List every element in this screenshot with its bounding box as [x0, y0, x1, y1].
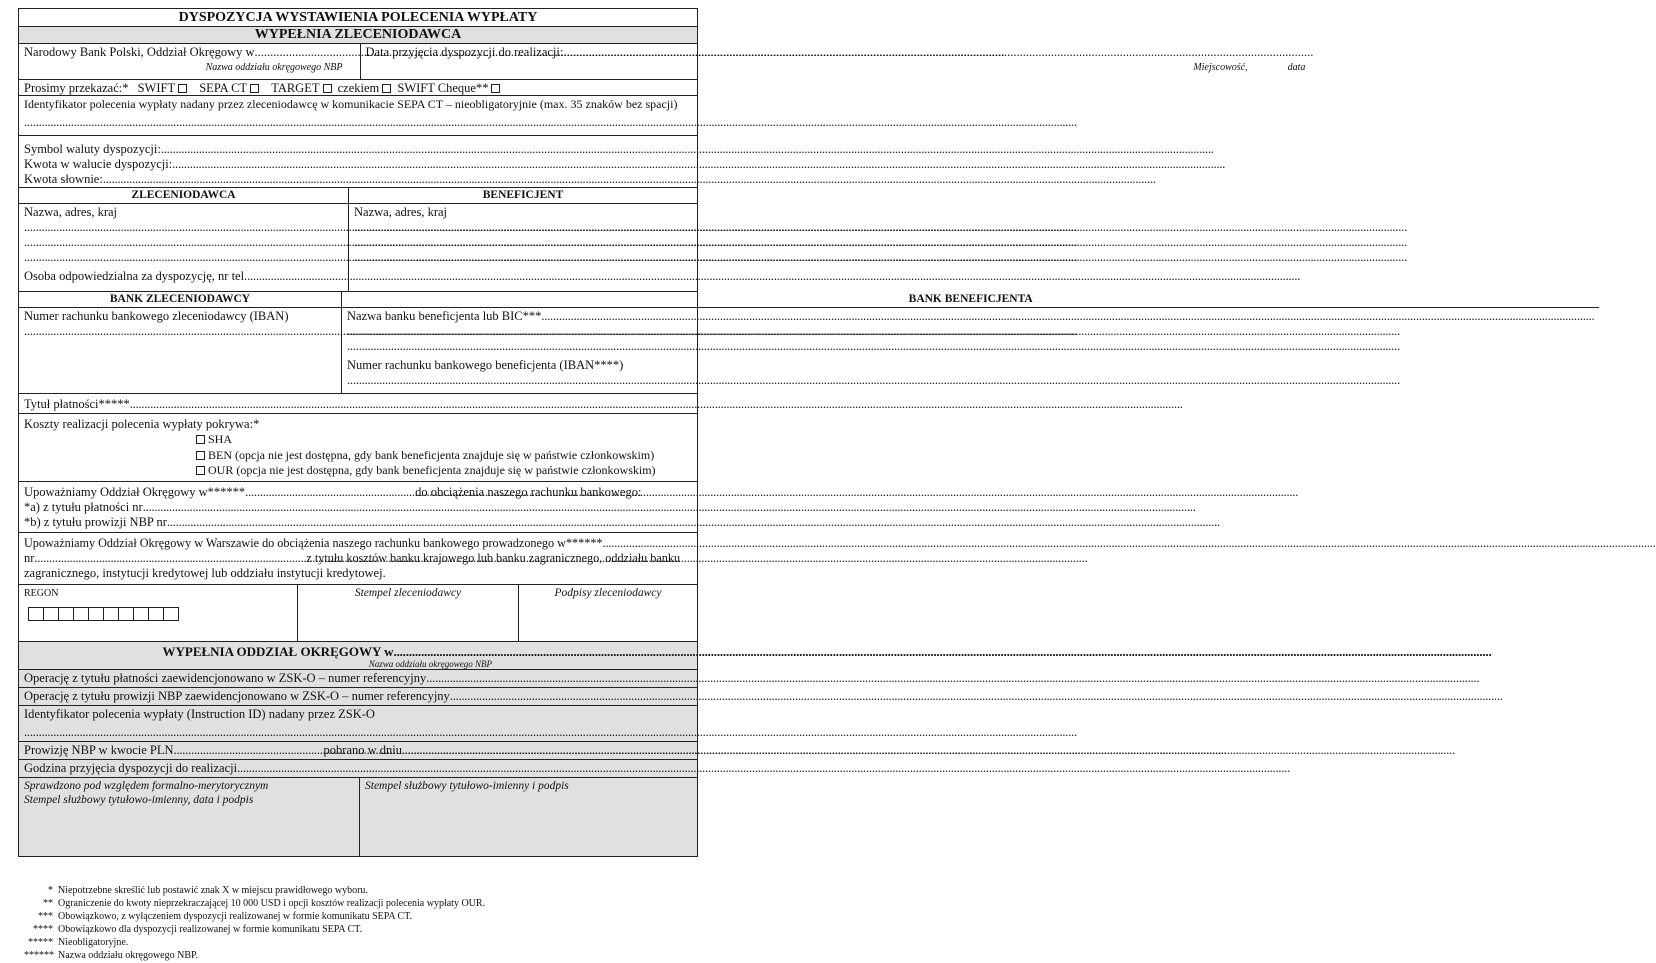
form-title: DYSPOZYCJA WYSTAWIENIA POLECENIA WYPŁATY [19, 9, 697, 27]
warsaw-nr-label: nr [24, 551, 35, 565]
authorize-branch-field[interactable] [245, 485, 415, 500]
regon-label: REGON [24, 588, 59, 599]
instruction-id-row [19, 706, 697, 742]
orderer-iban-label: Numer rachunku bankowego zleceniodawcy (IBAN) [24, 309, 289, 323]
commission-label: Prowizję NBP w kwocie PLN [24, 743, 174, 757]
checkbox-target[interactable] [323, 84, 332, 93]
commission-row [19, 742, 697, 760]
branch-caption: Nazwa oddziału okręgowego NBP [205, 62, 343, 73]
warsaw-account-field[interactable] [34, 551, 306, 566]
banks-section [19, 292, 1033, 394]
checked-label-2: Stempel służbowy tytułowo-imienny, data i podpis [24, 794, 254, 806]
checkbox-sepa-ct[interactable] [250, 84, 259, 93]
beneficiary-bank-header: BANK BENEFICJENTA [342, 292, 1599, 308]
authorization-section [19, 482, 697, 533]
currency-symbol-label: Symbol waluty dyspozycji: [24, 142, 161, 156]
checked-label-1: Sprawdzono pod względem formalno-merytorycznym [24, 780, 269, 792]
orderer-iban-field[interactable] [24, 324, 336, 339]
warsaw-line-2-suffix: z tytułu kosztów banku krajowego lub banku zagranicznego, oddziału banku [306, 551, 681, 565]
footnotes [24, 884, 485, 962]
date-field[interactable] [563, 45, 1313, 60]
branch-field[interactable] [255, 45, 355, 60]
beneficiary-address-line-2[interactable] [354, 235, 684, 250]
branch-date-row [19, 44, 1306, 80]
currency-symbol-field[interactable] [161, 142, 1214, 157]
identifier-field[interactable] [24, 115, 692, 130]
verification-row [19, 778, 697, 856]
official-stamp-label: Stempel służbowy tytułowo-imienny i podpis [365, 780, 569, 792]
orderer-address-line-3[interactable] [24, 250, 336, 265]
option-swift[interactable]: SWIFT [138, 81, 191, 95]
amount-words-label: Kwota słownie: [24, 172, 103, 186]
collected-label: pobrano w dniu [323, 743, 402, 757]
payment-title-field[interactable] [130, 397, 1183, 412]
checkbox-our[interactable] [196, 466, 205, 475]
branch-fill-field[interactable] [394, 644, 554, 659]
checkbox-swift-cheque[interactable] [491, 84, 500, 93]
date-label: Data przyjęcia dyspozycji do realizacji: [365, 45, 564, 59]
option-cheque[interactable]: czekiem [338, 81, 395, 95]
footnote: *** Obowiązkowo, z wyłączeniem dyspozycji realizowanej w formie komunikatu SEPA CT. [38, 911, 413, 922]
payment-order-form [18, 8, 1306, 857]
checkbox-swift[interactable] [178, 84, 187, 93]
beneficiary-bank-line-2[interactable] [347, 324, 677, 339]
identifier-row [19, 96, 697, 136]
op-payment-label: Operację z tytułu płatności zaewidencjonowano w ZSK-O – numer referencyjny [24, 671, 427, 685]
branch-fill-caption: Nazwa oddziału okręgowego NBP [368, 659, 492, 669]
date-caption-date: data [1287, 62, 1306, 73]
commission-amount-field[interactable] [174, 743, 324, 758]
regon-signature-row [19, 585, 697, 642]
amount-words-field[interactable] [103, 172, 1156, 187]
op-payment-field[interactable] [426, 671, 1479, 686]
signatures-label: Podpisy zleceniodawcy [554, 587, 662, 599]
op-commission-field[interactable] [450, 689, 1503, 704]
amount-field[interactable] [172, 157, 1225, 172]
transfer-method-row [19, 80, 697, 96]
authorize-b-field[interactable] [167, 515, 1220, 530]
stamp-label: Stempel zleceniodawcy [298, 585, 519, 641]
beneficiary-bank-name-label: Nazwa banku beneficjenta lub BIC*** [347, 309, 542, 323]
acceptance-time-row [19, 760, 697, 778]
collected-date-field[interactable] [402, 743, 1455, 758]
beneficiary-bank-line-3[interactable] [347, 339, 677, 354]
orderer-header: ZLECENIODAWCA [19, 188, 348, 204]
acceptance-time-label: Godzina przyjęcia dyspozycji do realizacji [24, 761, 238, 775]
branch-label: Narodowy Bank Polski, Oddział Okręgowy w [24, 45, 255, 59]
op-payment-row [19, 670, 697, 688]
option-target[interactable]: TARGET [271, 81, 334, 95]
checkbox-ben[interactable] [196, 451, 205, 460]
beneficiary-bank-name-field[interactable] [541, 309, 1594, 324]
responsible-label: Osoba odpowiedzialna za dyspozycję, nr tel. [24, 269, 248, 283]
instruction-id-label: Identyfikator polecenia wypłaty (Instruction ID) nadany przez ZSK-O [24, 707, 375, 721]
footnote: ** Ograniczenie do kwoty nieprzekraczającej 10 000 USD i opcji kosztów realizacji polecenia wypłaty OUR. [43, 898, 486, 909]
amount-section [19, 136, 697, 188]
transfer-label: Prosimy przekazać:* [24, 81, 129, 95]
beneficiary-iban-label: Numer rachunku bankowego beneficjenta (IBAN****) [347, 358, 624, 372]
branch-fill-header: WYPEŁNIA ODDZIAŁ OKRĘGOWY w [162, 644, 394, 659]
branch-fill-header-row [19, 642, 697, 670]
beneficiary-address-line-1[interactable] [354, 220, 684, 235]
option-sepa-ct[interactable]: SEPA CT [199, 81, 262, 95]
date-caption-place: Miejscowość, [1193, 62, 1248, 73]
authorize-b-label: *b) z tytułu prowizji NBP nr [24, 515, 167, 529]
orderer-address-line-2[interactable] [24, 235, 336, 250]
op-commission-row [19, 688, 697, 706]
warsaw-line-1: Upoważniamy Oddział Okręgowy w Warszawie do obciążenia naszego rachunku bankowego prowadzonego w****** [24, 536, 603, 550]
form-subtitle: WYPEŁNIA ZLECENIODAWCA [19, 27, 697, 44]
amount-label: Kwota w walucie dyspozycji: [24, 157, 173, 171]
payment-title-row [19, 394, 697, 414]
costs-section [19, 414, 697, 482]
responsible-field[interactable] [247, 269, 337, 284]
acceptance-time-field[interactable] [237, 761, 1290, 776]
option-swift-cheque[interactable]: SWIFT Cheque** [397, 81, 503, 95]
beneficiary-iban-field[interactable] [347, 373, 677, 388]
cost-option-our[interactable]: OUR (opcja nie jest dostępna, gdy bank beneficjenta znajduje się w państwie członkowskim) [196, 463, 692, 479]
parties-section [19, 188, 697, 292]
regon-input[interactable] [28, 607, 292, 621]
checkbox-sha[interactable] [196, 435, 205, 444]
warsaw-line-3: zagranicznego, instytucji kredytowej lub oddziału instytucji kredytowej. [24, 566, 386, 580]
beneficiary-name-label: Nazwa, adres, kraj [354, 205, 448, 219]
authorize-a-field[interactable] [143, 500, 1196, 515]
orderer-bank-header: BANK ZLECENIODAWCY [19, 292, 341, 308]
authorize-a-label: *a) z tytułu płatności nr [24, 500, 143, 514]
authorize-label: Upoważniamy Oddział Okręgowy w****** [24, 485, 246, 499]
cost-option-ben[interactable]: BEN (opcja nie jest dostępna, gdy bank beneficjenta znajduje się w państwie członkowskim) [196, 448, 692, 464]
warsaw-bank-field[interactable] [603, 536, 1656, 551]
op-commission-label: Operację z tytułu prowizji NBP zaewidencjonowano w ZSK-O – numer referencyjny [24, 689, 450, 703]
costs-label: Koszty realizacji polecenia wypłaty pokrywa:* [24, 417, 260, 431]
footnote: * Niepotrzebne skreślić lub postawić znak X w miejscu prawidłowego wyboru. [48, 885, 368, 896]
payment-title-label: Tytuł płatności***** [24, 397, 130, 411]
warsaw-authorization-section [19, 533, 697, 585]
cost-option-sha[interactable]: SHA [196, 432, 692, 448]
authorize-suffix: do obciążenia naszego rachunku bankowego: [415, 485, 642, 499]
orderer-address-line-1[interactable] [24, 220, 336, 235]
footnote: ****** Nazwa oddziału okręgowego NBP. [24, 950, 198, 961]
orderer-name-label: Nazwa, adres, kraj [24, 205, 118, 219]
identifier-label: Identyfikator polecenia wypłaty nadany przez zleceniodawcę w komunikacie SEPA CT – nieobligatoryjnie (max. 35 znaków bez spacji) [24, 97, 678, 111]
instruction-id-field[interactable] [24, 725, 692, 740]
footnote: **** Obowiązkowo dla dyspozycji realizowanej w formie komunikatu SEPA CT. [33, 924, 363, 935]
beneficiary-header: BENEFICJENT [349, 188, 697, 204]
checkbox-cheque[interactable] [382, 84, 391, 93]
footnote: ***** Nieobligatoryjne. [28, 937, 129, 948]
beneficiary-address-line-3[interactable] [354, 250, 684, 265]
